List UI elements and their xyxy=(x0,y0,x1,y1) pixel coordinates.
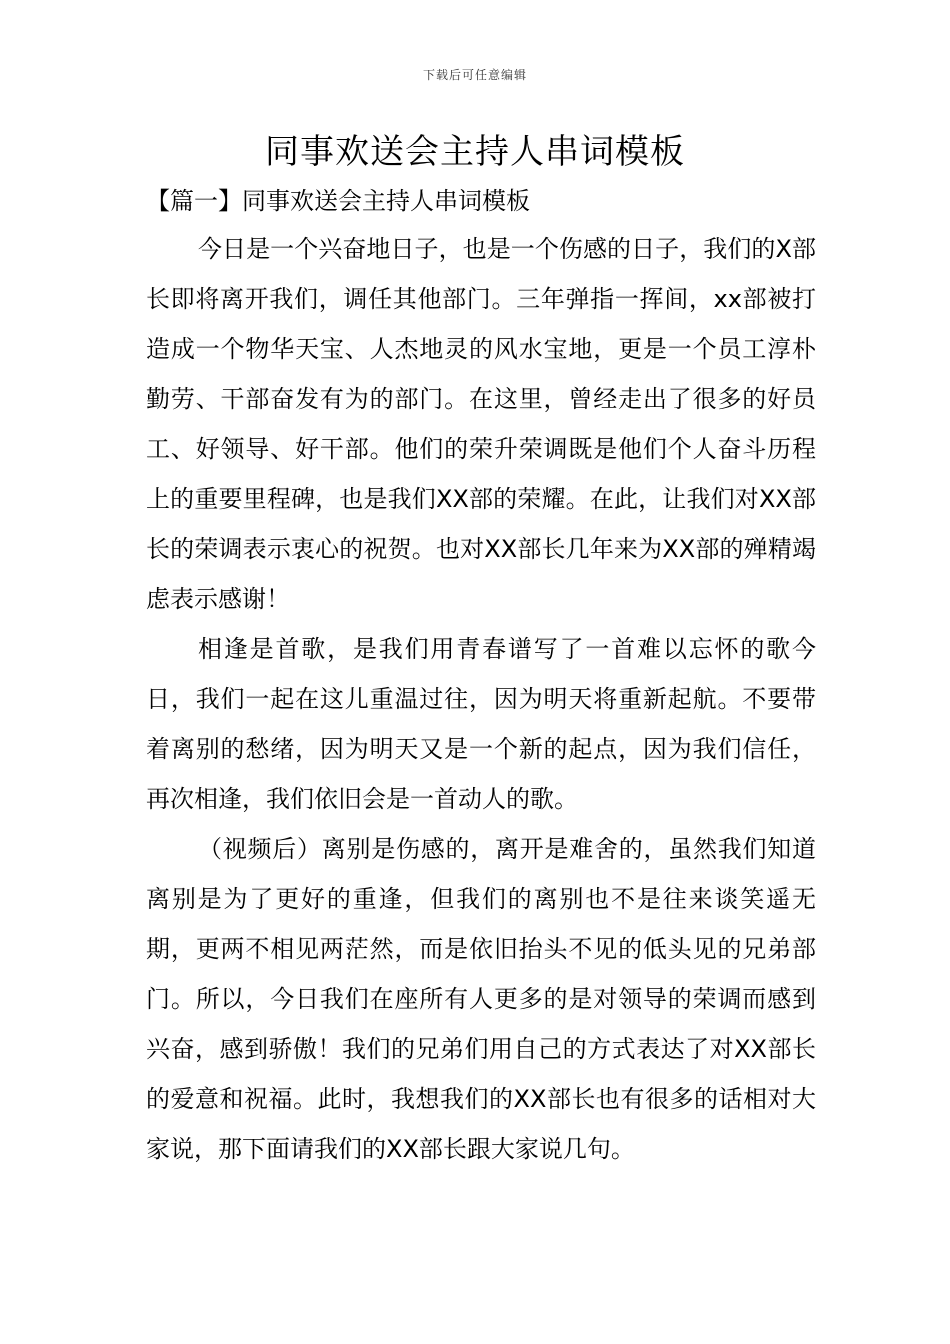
paragraph-2: 相逢是首歌，是我们用青春谱写了一首难以忘怀的歌今日，我们一起在这儿重温过往，因为明天将重新起航。不要带着离别的愁绪，因为明天又是一个新的起点，因为我们信任，再次相逢，我们依旧会是一首动人的歌。 xyxy=(146,635,816,813)
paragraph-1: 今日是一个兴奋地日子，也是一个伤感的日子，我们的X部长即将离开我们，调任其他部门。三年弹指一挥间，xx部被打造成一个物华天宝、人杰地灵的风水宝地，更是一个员工淳朴勤劳、干部奋发有为的部门。在这里，曾经走出了很多的好员工、好领导、好干部。他们的荣升荣调既是他们个人奋斗历程上的重要里程碑，也是我们XX部的荣耀。在此，让我们对XX部长的荣调表示衷心的祝贺。也对XX部长几年来为XX部的殚精竭虑表示感谢！ xyxy=(146,235,816,613)
header-note: 下载后可任意编辑 xyxy=(422,68,527,82)
paragraph-3: （视频后）离别是伤感的，离开是难舍的，虽然我们知道离别是为了更好的重逢，但我们的离别也不是往来谈笑遥无期，更两不相见两茫然，而是依旧抬头不见的低头见的兄弟部门。所以，今日我们在座所有人更多的是对领导的荣调而感到兴奋，感到骄傲！我们的兄弟们用自己的方式表达了对XX部长的爱意和祝福。此时，我想我们的XX部长也有很多的话相对大家说，那下面请我们的XX部长跟大家说几句。 xyxy=(146,835,816,1163)
section-heading: 【篇一】同事欢送会主持人串词模板 xyxy=(146,187,530,215)
document-body xyxy=(146,224,816,1174)
document-title: 同事欢送会主持人串词模板 xyxy=(265,132,685,172)
